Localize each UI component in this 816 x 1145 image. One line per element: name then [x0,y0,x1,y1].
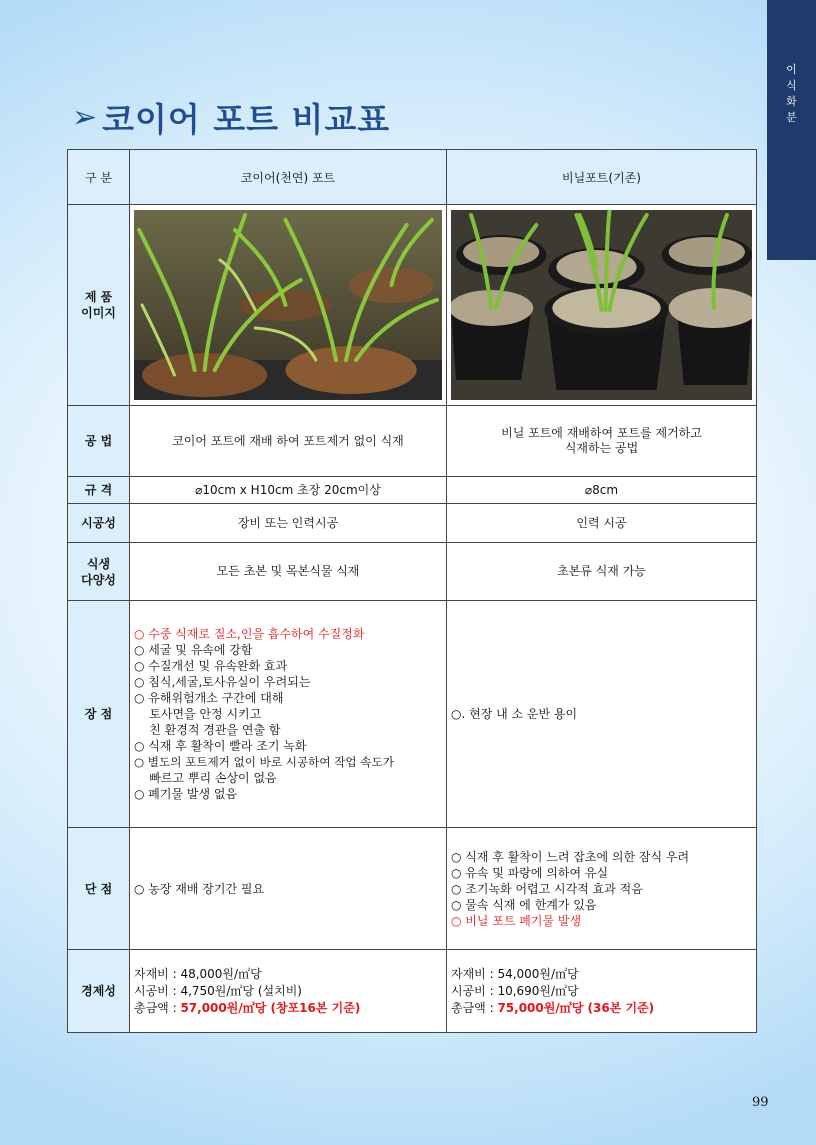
list-item: ○ 조기녹화 어렵고 시각적 효과 적음 [451,881,643,896]
comparison-table [67,149,757,1033]
construction-row [68,504,757,543]
method-vinyl [447,406,757,477]
labor-cost: 시공비 : 10,690원/㎡당 [451,983,579,998]
vinyl-pot-photo [451,210,752,400]
economy-vinyl [447,950,757,1033]
diversity-coir: 모든 초본 및 목본식물 식재 [130,543,447,601]
list-item: ○ 식재 후 활착이 빨라 조기 녹화 [134,739,307,753]
image-row [68,205,757,406]
list-item: ○ 침식,세굴,토사유실이 우려되는 [134,675,311,689]
diversity-vinyl: 초본류 식재 가능 [447,543,757,601]
list-item: ○ 물속 식재 에 한계가 있음 [451,897,597,912]
header-label: 구 분 [68,150,130,205]
list-item: ○. 현장 내 소 운반 용이 [451,707,578,721]
method-vinyl-line: 식재하는 공법 [564,441,639,455]
pros-vinyl-list [447,601,757,828]
page-title-text: 코이어 포트 비교표 [102,99,391,139]
cons-row [68,828,757,950]
pros-coir-list [130,601,447,828]
material-cost: 자재비 : 54,000원/㎡당 [451,966,579,981]
label-line: 식생 [86,556,111,571]
diversity-label [68,543,130,601]
cons-label: 단 점 [68,828,130,950]
spec-label: 규 격 [68,477,130,504]
spec-coir: ⌀10cm x H10cm 초장 20cm이상 [130,477,447,504]
header-vinyl-pot: 비닐포트(기존) [447,150,757,205]
side-tab-char: 화 [786,95,797,108]
total-cost [451,1000,752,1017]
cons-vinyl-list [447,828,757,950]
construction-vinyl: 인력 시공 [447,504,757,543]
list-item: ○ 폐기물 발생 없음 [134,787,238,801]
total-value: 75,000원/㎡당 (36본 기준) [497,1000,655,1015]
pros-row [68,601,757,828]
spec-vinyl: ⌀8cm [447,477,757,504]
header-coir-pot: 코이어(천연) 포트 [130,150,447,205]
list-item: ○ 농장 재배 장기간 필요 [134,881,265,896]
side-tab-char: 분 [786,111,797,124]
method-label: 공 법 [68,406,130,477]
material-cost: 자재비 : 48,000원/㎡당 [134,966,262,981]
total-prefix: 총금액 : [451,1000,498,1015]
list-item: ○ 세굴 및 유속에 강함 [134,643,253,657]
header-row [68,150,757,205]
list-item: 빠르고 뿌리 손상이 없음 [134,771,277,785]
section-side-tab [767,0,816,260]
method-row [68,406,757,477]
list-item: ○ 식재 후 활착이 느려 잡초에 의한 잠식 우려 [451,849,690,864]
list-item: ○ 유해위험개소 구간에 대해 [134,691,284,705]
spec-row [68,477,757,504]
label-line: 제 품 [84,290,113,304]
list-item: ○ 수중 식재로 질소,인을 흡수하여 수질정화 [134,627,365,641]
method-coir: 코이어 포트에 재배 하여 포트제거 없이 식재 [130,406,447,477]
list-item: ○ 별도의 포트제거 없이 바로 시공하여 작업 속도가 [134,755,394,769]
arrow-bullet-icon: ➢ [72,99,99,135]
list-item: 토사면을 안정 시키고 [134,707,262,721]
total-cost [134,1000,442,1017]
image-row-label [68,205,130,406]
page-number: 99 [752,1095,769,1110]
vinyl-pot-image-cell [447,205,757,406]
coir-pot-photo [134,210,442,400]
list-item: 친 환경적 경관을 연출 함 [134,723,281,737]
coir-pot-image-cell [130,205,447,406]
side-tab-char: 이 [786,63,797,76]
labor-cost: 시공비 : 4,750원/㎡당 (설치비) [134,983,302,998]
diversity-row [68,543,757,601]
economy-coir [130,950,447,1033]
pros-label: 장 점 [68,601,130,828]
list-item: ○ 비닐 포트 폐기물 발생 [451,913,582,928]
list-item: ○ 유속 및 파랑에 의하여 유실 [451,865,609,880]
label-line: 이미지 [81,306,116,320]
total-value: 57,000원/㎡당 (창포16본 기준) [180,1000,361,1015]
cons-coir-list [130,828,447,950]
label-line: 다양성 [81,572,116,587]
page-title [72,92,390,142]
construction-coir: 장비 또는 인력시공 [130,504,447,543]
total-prefix: 총금액 : [134,1000,181,1015]
economy-label: 경제성 [68,950,130,1033]
list-item: ○ 수질개선 및 유속완화 효과 [134,659,288,673]
construction-label: 시공성 [68,504,130,543]
side-tab-char: 식 [786,79,797,92]
method-vinyl-line: 비닐 포트에 재배하여 포트를 제거하고 [501,426,702,440]
economy-row [68,950,757,1033]
